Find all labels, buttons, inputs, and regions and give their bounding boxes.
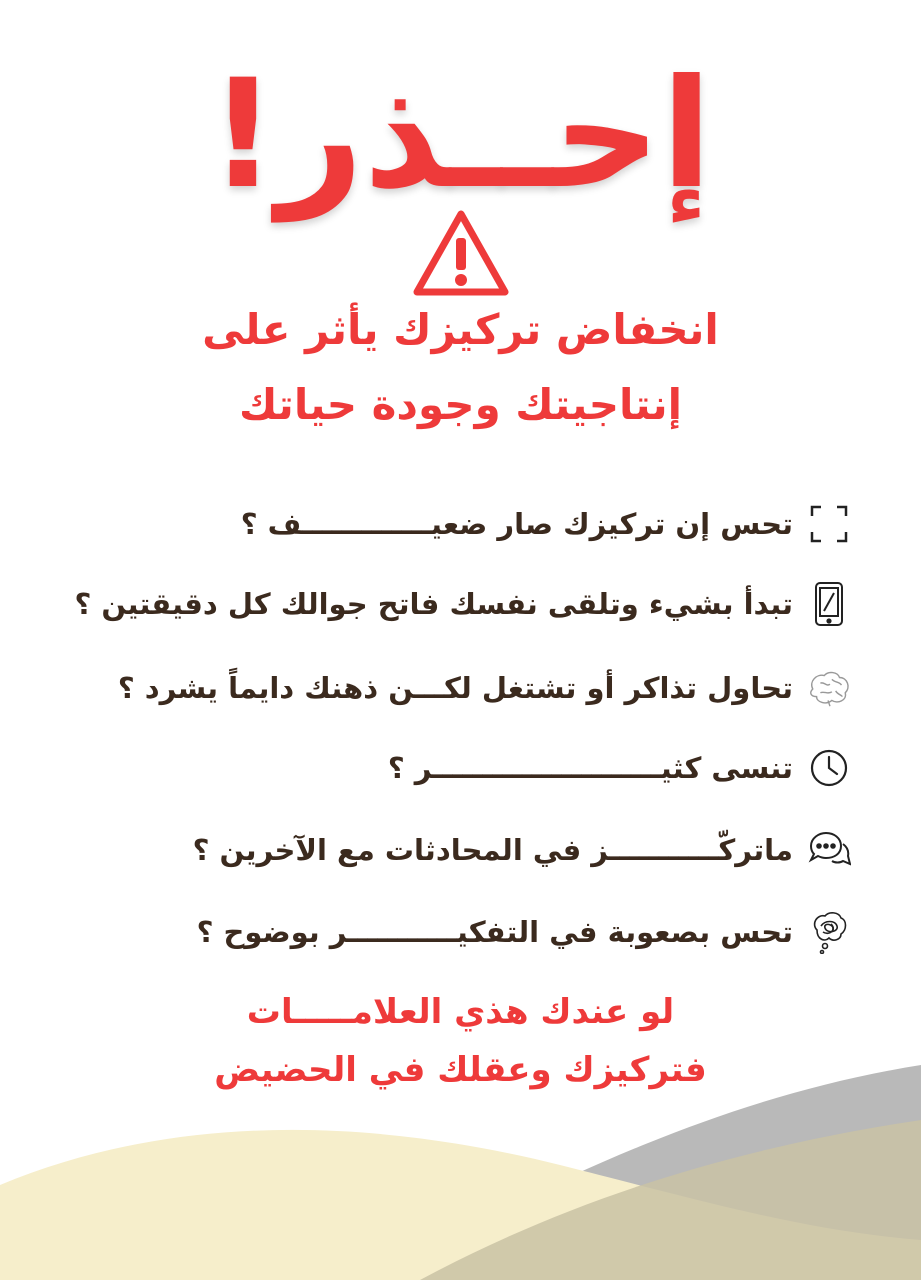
- symptom-row: [61, 496, 851, 552]
- smartphone-icon: [807, 582, 851, 626]
- chat-bubbles-icon: [807, 828, 851, 872]
- subtitle-line-2: إنتاجيتك وجودة حياتك: [238, 380, 683, 429]
- tangled-thought-icon: [807, 910, 851, 954]
- symptom-row: [61, 660, 851, 716]
- clock-icon: [807, 746, 851, 790]
- focus-frame-icon: [807, 502, 851, 546]
- symptom-text: تنسى كثيـــــــــــــــــــــــر ؟: [387, 751, 793, 785]
- closing-line-1: لو عندك هذي العلامـــــات: [246, 992, 675, 1032]
- symptom-row: [61, 740, 851, 796]
- headline-beware: إحــذر!: [208, 48, 713, 222]
- symptom-text: تحس بصعوبة في التفكيـــــــــــر بوضوح ؟: [196, 915, 793, 949]
- symptom-text: تبدأ بشيء وتلقى نفسك فاتح جوالك كل دقيقتين ؟: [74, 587, 793, 621]
- symptom-text: تحاول تذاكر أو تشتغل لكـــن ذهنك دايماً يشرد ؟: [117, 671, 793, 705]
- closing-line-2: فتركيزك وعقلك في الحضيض: [214, 1050, 707, 1090]
- symptom-row: [61, 904, 851, 960]
- symptom-row: [61, 822, 851, 878]
- subtitle-line-1: انخفاض تركيزك يأثر على: [202, 305, 719, 354]
- warning-triangle-icon: [411, 208, 511, 298]
- symptom-text: تحس إن تركيزك صار ضعيـــــــــــــف ؟: [240, 507, 793, 541]
- symptom-row: [61, 576, 851, 632]
- brain-icon: [807, 666, 851, 710]
- symptom-text: ماتركّـــــــــــز في المحادثات مع الآخرين ؟: [192, 833, 793, 867]
